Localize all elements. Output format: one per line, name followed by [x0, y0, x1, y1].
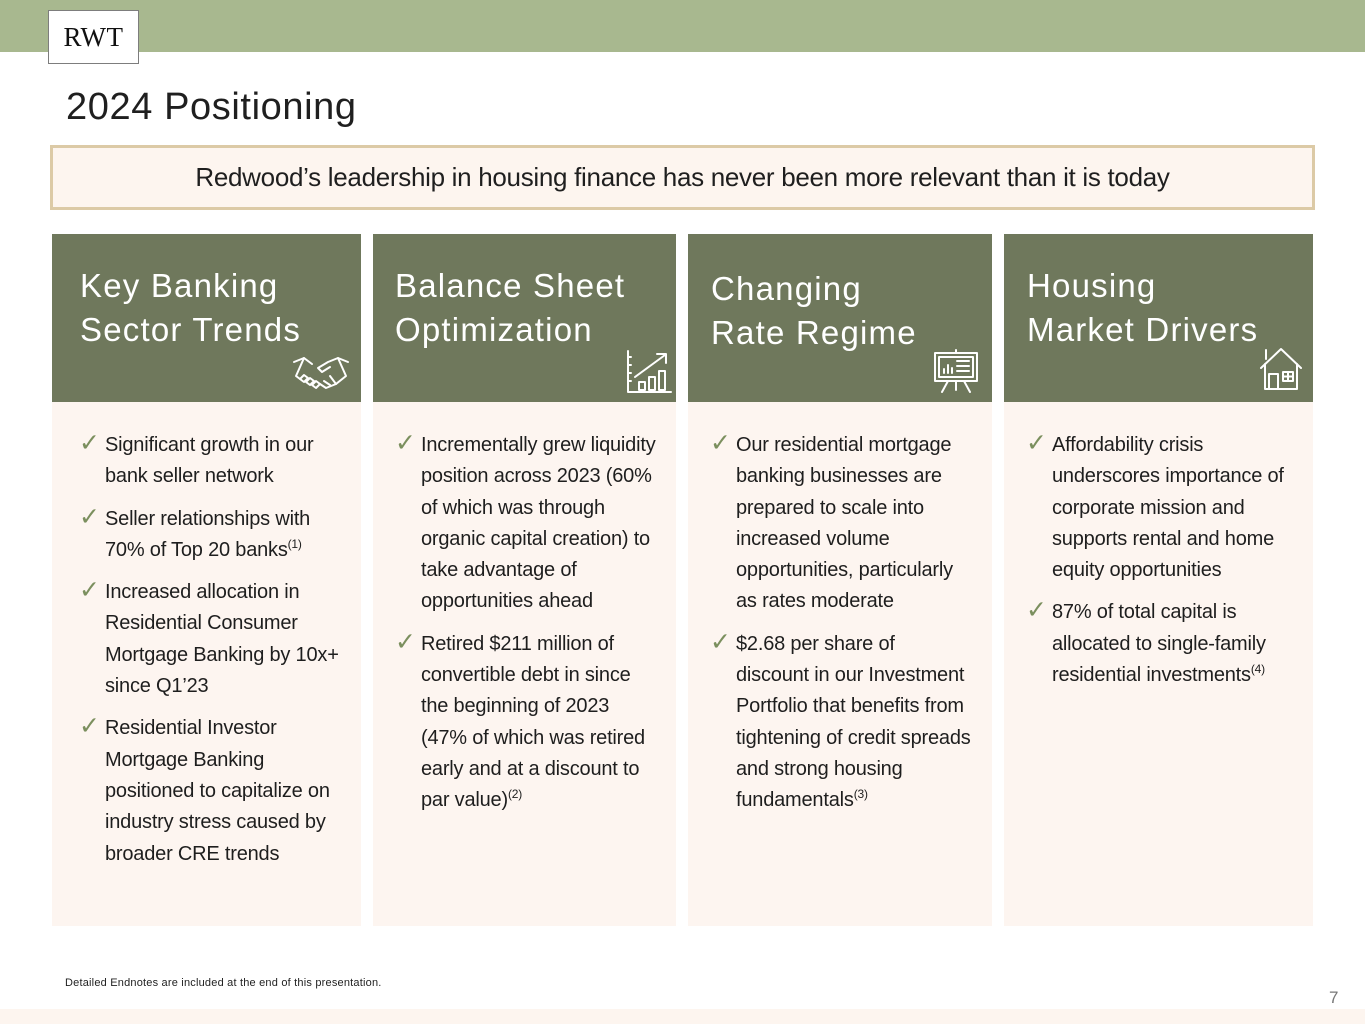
list-item: ✓ 87% of total capital is allocated to single-family residential investments$^{(4)}$ [1026, 595, 1266, 687]
bullet-list [688, 402, 992, 817]
bottom-band [0, 1009, 1365, 1024]
check-icon: ✓ [79, 501, 100, 531]
column-title: Changing Rate Regime [711, 270, 917, 351]
endnote-ref: (2) [507, 787, 523, 802]
check-icon: ✓ [1026, 428, 1047, 457]
check-icon: ✓ [395, 428, 416, 457]
list-item: ✓ Our residential mortgage banking businesses are prepared to scale into increased volume opportunities, particularly as rates moderate [710, 428, 953, 613]
column-header [373, 234, 676, 402]
endnote-ref: (1) [287, 536, 302, 551]
check-icon: ✓ [79, 428, 100, 457]
column-changing-rate-regime [688, 234, 992, 926]
list-item: ✓ Retired $211 million of convertible debt in since the beginning of 2023 (47% of which was retired early and at a discount to par value)$^{(2)}$ [395, 626, 645, 812]
endnote-ref: (3) [853, 787, 868, 802]
column-key-banking-sector-trends [52, 234, 361, 926]
check-icon: ✓ [395, 626, 416, 656]
check-icon: ✓ [710, 428, 731, 457]
page-number: 7 [1329, 988, 1339, 1007]
top-band [0, 0, 1365, 52]
endnote-ref: (4) [1250, 662, 1265, 677]
list-item: ✓ $2.68 per share of discount in our Investment Portfolio that benefits from tightening of credit spreads and strong housing fundamentals$^{(3)}$ [710, 626, 971, 812]
column-header [52, 234, 361, 402]
column-header [688, 234, 992, 402]
bullet-list [373, 402, 676, 817]
check-icon: ✓ [1026, 595, 1047, 625]
list-item: ✓ Residential Investor Mortgage Banking positioned to capitalize on industry stress caused by broader CRE trends [79, 711, 330, 865]
check-icon: ✓ [79, 575, 100, 605]
headline-banner [50, 145, 1315, 210]
house-icon [1258, 346, 1304, 392]
banner-text: Redwood’s leadership in housing finance has never been more relevant than it is today [195, 162, 1170, 192]
list-item: ✓ Incrementally grew liquidity position across 2023 (60% of which was through organic capital creation) to take advantage of opportunities ahead [395, 428, 656, 613]
list-item: ✓ Significant growth in our bank seller network [79, 428, 314, 488]
rwt-logo: RWT [48, 10, 139, 64]
column-title: Balance Sheet Optimization [395, 267, 626, 348]
column-balance-sheet-optimization [373, 234, 676, 926]
column-header [1004, 234, 1313, 402]
presentation-board-icon [932, 348, 980, 394]
list-item: ✓ Seller relationships with 70% of Top 20 banks$^{(1)}$ [79, 501, 311, 561]
growth-chart-icon [625, 349, 673, 395]
list-item: ✓ Increased allocation in Residential Consumer Mortgage Banking by 10x+ since Q1’23 [79, 575, 339, 698]
column-title: Housing Market Drivers [1027, 267, 1259, 348]
bullet-list [1004, 402, 1313, 691]
list-item: ✓ Affordability crisis underscores importance of corporate mission and supports rental and home equity opportunities [1026, 428, 1284, 582]
endnotes-footnote: Detailed Endnotes are included at the end of this presentation. [65, 977, 382, 989]
page-title: 2024 Positioning [66, 86, 357, 128]
handshake-icon [292, 354, 350, 390]
bullet-list [52, 402, 361, 870]
column-title: Key Banking Sector Trends [80, 267, 302, 348]
check-icon: ✓ [79, 711, 100, 741]
column-housing-market-drivers [1004, 234, 1313, 926]
check-icon: ✓ [710, 626, 731, 656]
